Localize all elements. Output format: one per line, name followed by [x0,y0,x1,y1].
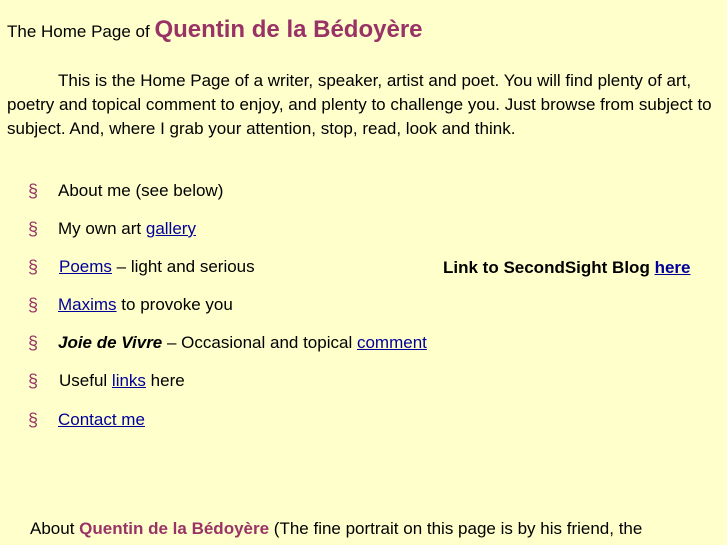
title-prefix: The Home Page of [7,22,150,41]
maxims-link[interactable]: Maxims [58,295,117,314]
about-prefix: About [30,519,75,538]
section-bullet-icon: § [28,219,39,239]
section-bullet-icon: § [28,257,39,277]
blog-link-section [443,258,690,278]
links-link[interactable]: links [111,371,146,390]
blog-here-link[interactable]: here [654,258,691,277]
menu-item-gallery-label: My own art [58,219,142,238]
blog-label: Link to SecondSight Blog [443,258,650,277]
section-bullet-icon: § [28,181,39,201]
gallery-link[interactable]: gallery [145,219,196,238]
about-author-name: Quentin de la Bédoyère [79,519,270,538]
section-bullet-icon: § [28,295,39,315]
menu-item-about-text: About me (see below) [58,181,224,200]
menu-item-maxims-desc: to provoke you [121,295,233,314]
joie-de-vivre-desc: – Occasional and topical [167,333,353,352]
poems-link[interactable]: Poems [59,257,112,276]
menu-item-links-before: Useful [59,371,108,390]
section-bullet-icon: § [28,333,39,353]
joie-de-vivre-title: Joie de Vivre [58,333,163,352]
menu-item-links-after: here [150,371,185,390]
comment-link[interactable]: comment [356,333,427,352]
about-section [30,519,642,539]
about-suffix: (The fine portrait on this page is by his friend, the [273,519,643,538]
menu-item-poems-desc: – light and serious [116,257,255,276]
intro-paragraph: This is the Home Page of a writer, speaker, artist and poet. You will find plenty of art, poetry and topical comment to enjoy, and plenty to challenge you. Just browse from subject to subject. And, where I grab your attention, stop, read, look and think. [7,71,712,138]
section-bullet-icon: § [28,371,39,391]
author-name-heading: Quentin de la Bédoyère [154,16,423,43]
section-bullet-icon: § [28,410,39,430]
contact-link[interactable]: Contact me [58,410,145,429]
